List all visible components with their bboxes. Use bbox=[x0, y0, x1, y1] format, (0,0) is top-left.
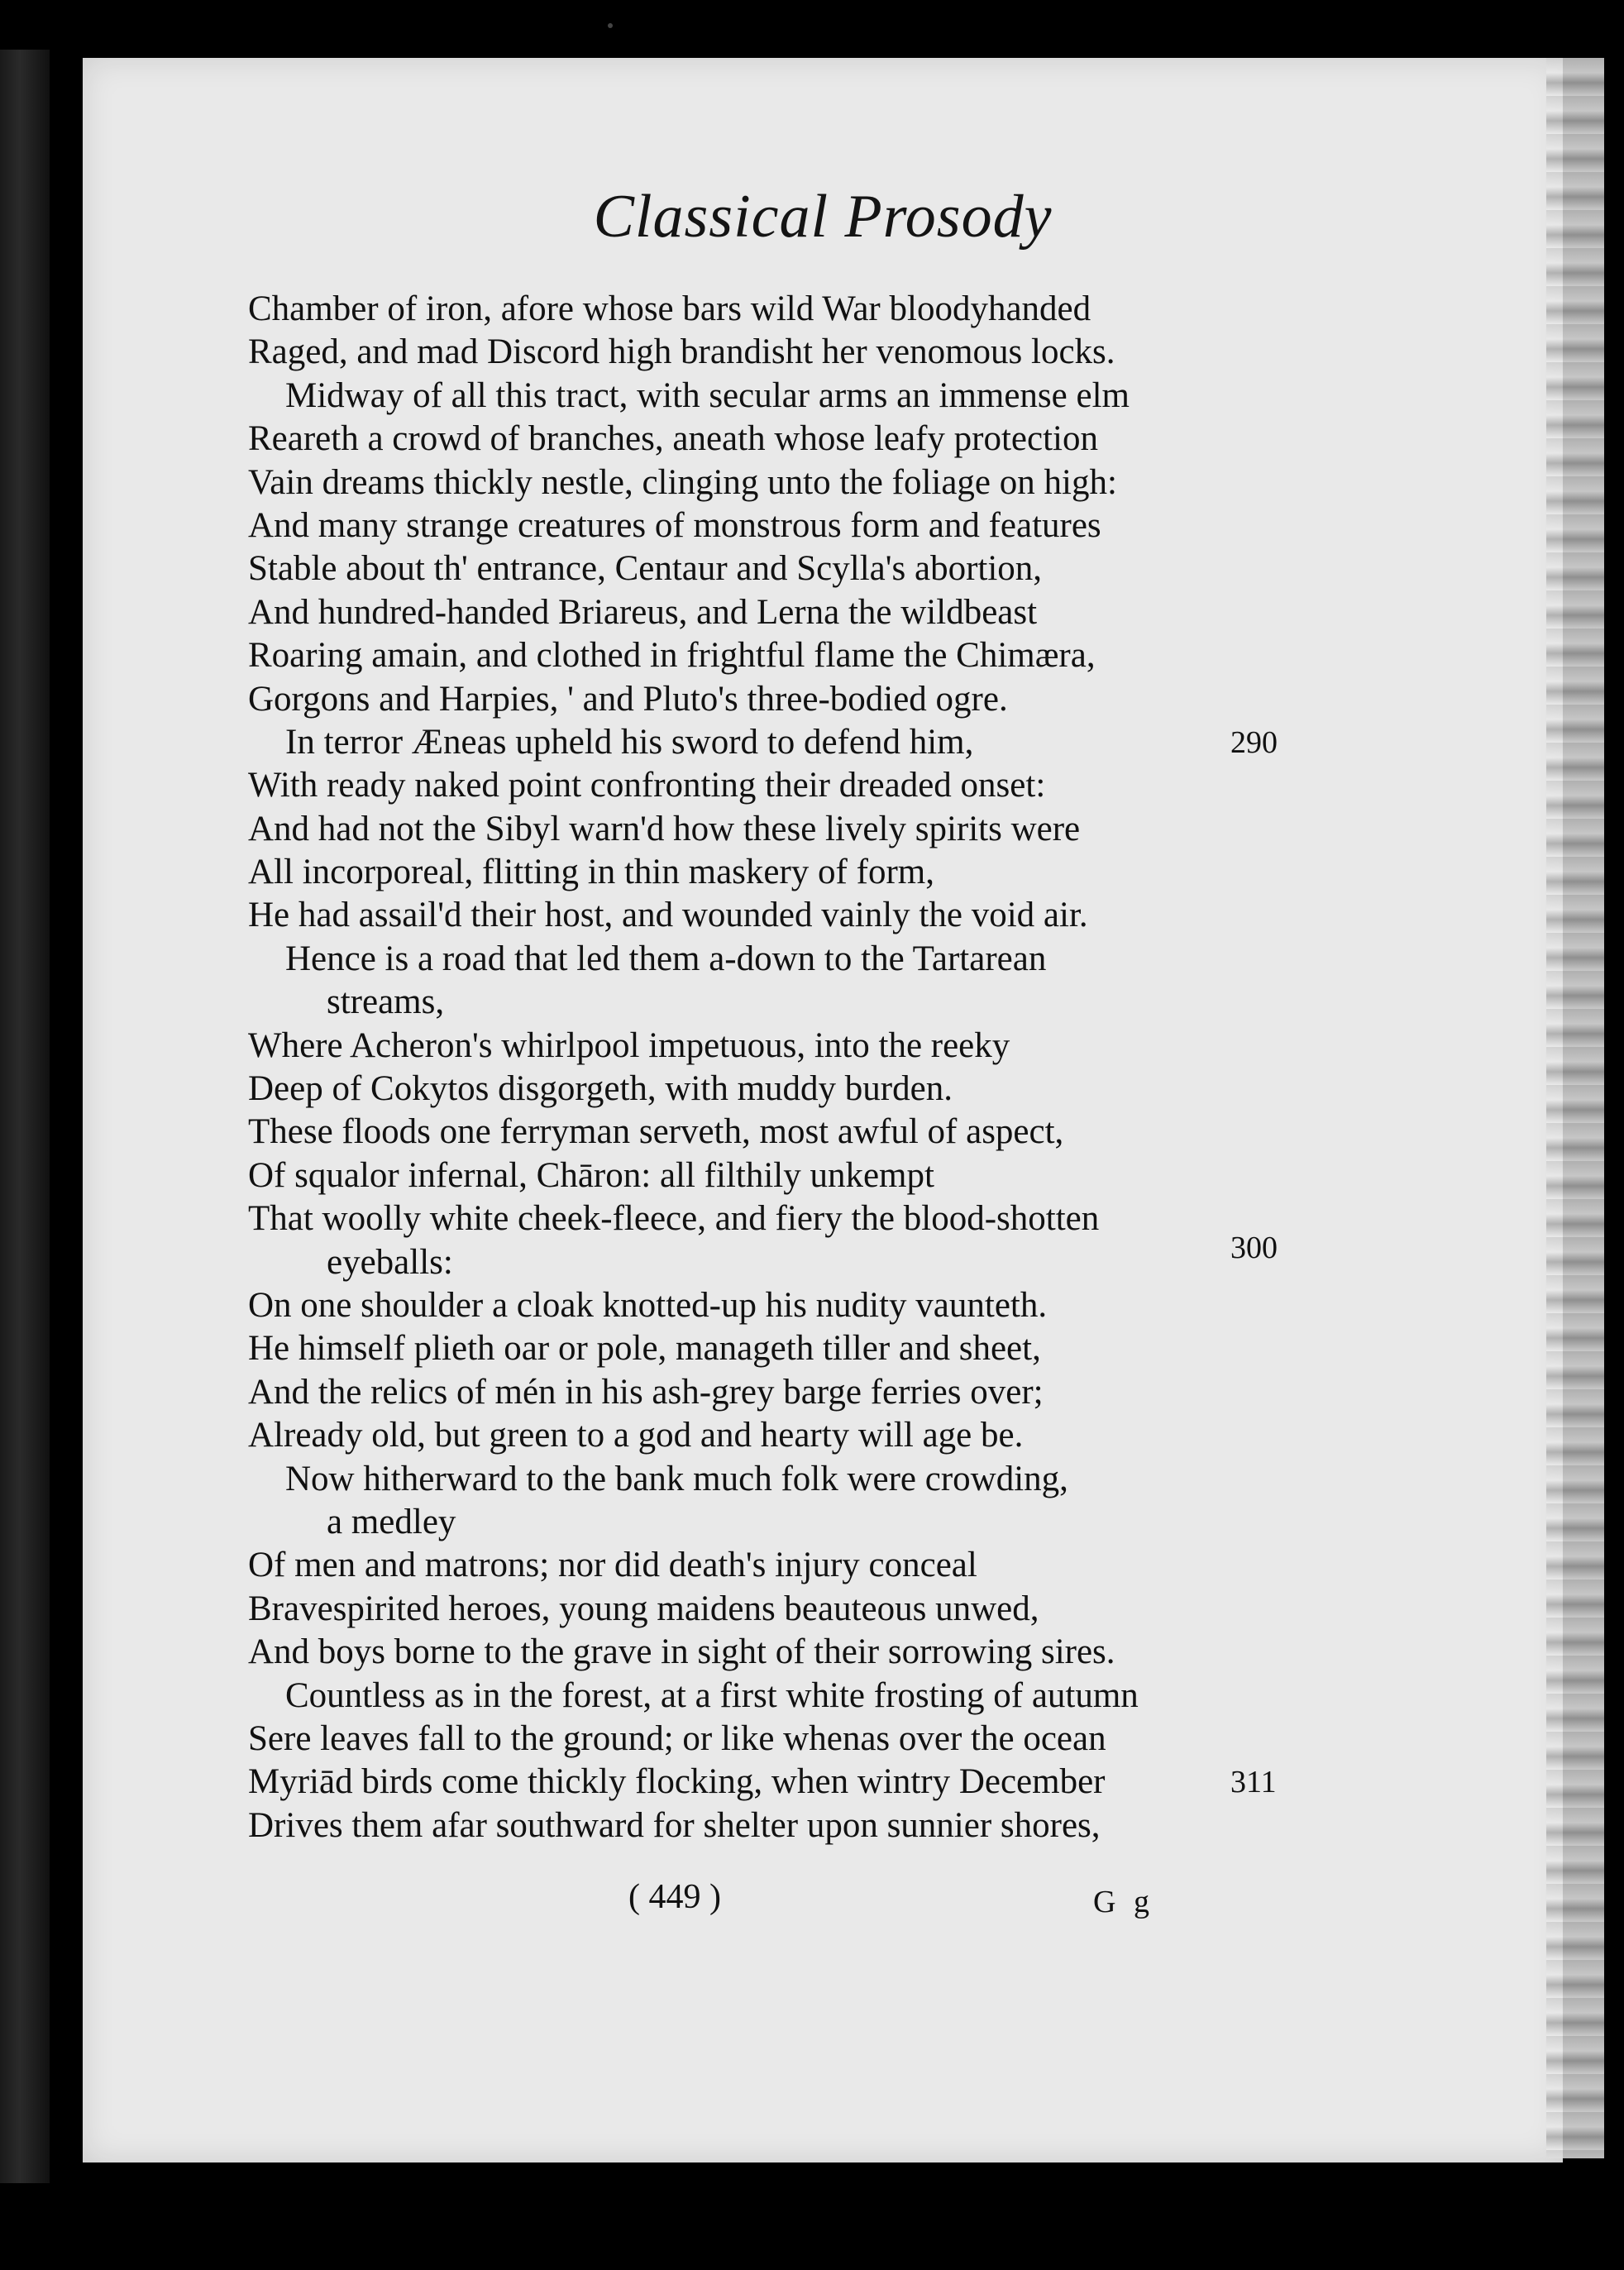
verse-line-text: Sere leaves fall to the ground; or like whenas over the ocean bbox=[248, 1718, 1106, 1758]
verse-line-text: Of squalor infernal, Chāron: all filthily unkempt bbox=[248, 1155, 934, 1195]
verse-line bbox=[248, 1501, 1290, 1544]
verse-line-text: Raged, and mad Discord high brandisht her venomous locks. bbox=[248, 332, 1115, 372]
verse-line bbox=[248, 678, 1290, 721]
line-number: 311 bbox=[1230, 1765, 1277, 1800]
verse-line-text: And had not the Sibyl warn'd how these lively spirits were bbox=[248, 809, 1081, 848]
verse-line bbox=[248, 1414, 1290, 1457]
verse-line bbox=[248, 418, 1290, 461]
verse-line-text: Bravespirited heroes, young maidens beauteous unwed, bbox=[248, 1589, 1039, 1628]
verse-line bbox=[248, 851, 1290, 894]
verse-line bbox=[248, 981, 1290, 1024]
verse-line bbox=[248, 375, 1290, 418]
verse-line-text: In terror Æneas upheld his sword to defend him, bbox=[285, 722, 974, 762]
book-page bbox=[83, 58, 1563, 2162]
verse-line-text: And many strange creatures of monstrous form and features bbox=[248, 505, 1101, 545]
verse-line bbox=[248, 1371, 1290, 1414]
verse-line bbox=[248, 591, 1290, 634]
verse-line-text: On one shoulder a cloak knotted-up his nudity vaunteth. bbox=[248, 1285, 1048, 1325]
verse-line-text: Countless as in the forest, at a first white frosting of autumn bbox=[285, 1675, 1139, 1715]
verse-line bbox=[248, 634, 1290, 677]
verse-line-text: With ready naked point confronting their dreaded onset: bbox=[248, 766, 1046, 805]
verse-line bbox=[248, 764, 1290, 807]
verse-line-text: a medley bbox=[327, 1502, 456, 1541]
verse-line bbox=[248, 721, 1290, 764]
verse-line-text: He himself plieth oar or pole, manageth tiller and sheet, bbox=[248, 1329, 1041, 1369]
verse-line bbox=[248, 894, 1290, 937]
verse-line-text: These floods one ferryman serveth, most awful of aspect, bbox=[248, 1112, 1064, 1152]
verse-line-text: Reareth a crowd of branches, aneath whose leafy protection bbox=[248, 419, 1098, 459]
verse-line bbox=[248, 1458, 1290, 1501]
line-number: 290 bbox=[1230, 724, 1278, 760]
verse-line bbox=[248, 1761, 1290, 1804]
verse-line-text: Of men and matrons; nor did death's injury conceal bbox=[248, 1546, 977, 1585]
verse-line bbox=[248, 1631, 1290, 1674]
verse-line bbox=[248, 808, 1290, 851]
page-number: ( 449 ) bbox=[628, 1878, 721, 1916]
verse-line-text: Midway of all this tract, with secular arms an immense elm bbox=[285, 375, 1130, 415]
verse-line bbox=[248, 938, 1290, 981]
verse-line-text: Where Acheron's whirlpool impetuous, into the reeky bbox=[248, 1025, 1010, 1065]
verse-line-text: That woolly white cheek-fleece, and fiery the blood-shotten bbox=[248, 1199, 1100, 1239]
signature-mark: G g bbox=[1093, 1885, 1154, 1919]
verse-line-text: Deep of Cokytos disgorgeth, with muddy burden. bbox=[248, 1069, 953, 1109]
verse-line bbox=[248, 1197, 1290, 1240]
verse-line-text: And hundred-handed Briareus, and Lerna the wildbeast bbox=[248, 592, 1038, 632]
page-footer bbox=[83, 1877, 1563, 1927]
verse-line-text: Now hitherward to the bank much folk were crowding, bbox=[285, 1459, 1068, 1498]
running-header: Classical Prosody bbox=[593, 183, 1053, 251]
verse-line bbox=[248, 331, 1290, 374]
dust-speck bbox=[608, 23, 613, 28]
book-binding-edge bbox=[0, 50, 50, 2183]
verse-line bbox=[248, 288, 1290, 331]
verse-line bbox=[248, 1804, 1290, 1847]
verse-line-text: Gorgons and Harpies, ' and Pluto's three-bodied ogre. bbox=[248, 679, 1008, 719]
verse-line bbox=[248, 1111, 1290, 1154]
verse-line-text: Stable about th' entrance, Centaur and Scylla's abortion, bbox=[248, 549, 1043, 589]
verse-line-text: streams, bbox=[327, 982, 445, 1022]
verse-line bbox=[248, 547, 1290, 590]
verse-block bbox=[248, 288, 1290, 1847]
verse-line bbox=[248, 504, 1290, 547]
verse-line bbox=[248, 1675, 1290, 1718]
verse-line bbox=[248, 1025, 1290, 1068]
line-number: 300 bbox=[1230, 1230, 1278, 1265]
verse-line-text: He had assail'd their host, and wounded vainly the void air. bbox=[248, 896, 1088, 935]
verse-line bbox=[248, 1068, 1290, 1111]
page-edge-stack bbox=[1546, 58, 1604, 2158]
verse-line-text: And the relics of mén in his ash-grey barge ferries over; bbox=[248, 1372, 1044, 1412]
verse-line-text: Hence is a road that led them a-down to the Tartarean bbox=[285, 939, 1047, 978]
verse-line-text: Drives them afar southward for shelter upon sunnier shores, bbox=[248, 1805, 1101, 1845]
verse-line-text: And boys borne to the grave in sight of their sorrowing sires. bbox=[248, 1632, 1115, 1672]
verse-line-text: Already old, but green to a god and hearty will age be. bbox=[248, 1416, 1024, 1455]
verse-line-text: eyeballs: bbox=[327, 1242, 453, 1282]
verse-line bbox=[248, 1154, 1290, 1197]
verse-line bbox=[248, 1230, 1290, 1284]
verse-line-text: Chamber of iron, afore whose bars wild War bloodyhanded bbox=[248, 289, 1091, 328]
verse-line bbox=[248, 1544, 1290, 1587]
verse-line bbox=[248, 1588, 1290, 1631]
verse-line-text: All incorporeal, flitting in thin maskery of form, bbox=[248, 853, 934, 892]
verse-line-text: Vain dreams thickly nestle, clinging unto the foliage on high: bbox=[248, 462, 1117, 502]
verse-line bbox=[248, 1718, 1290, 1761]
verse-line bbox=[248, 1284, 1290, 1327]
verse-line bbox=[248, 1327, 1290, 1370]
verse-line-text: Myriād birds come thickly flocking, when wintry December bbox=[248, 1762, 1106, 1802]
verse-line bbox=[248, 461, 1290, 504]
verse-line-text: Roaring amain, and clothed in frightful flame the Chimæra, bbox=[248, 636, 1096, 676]
